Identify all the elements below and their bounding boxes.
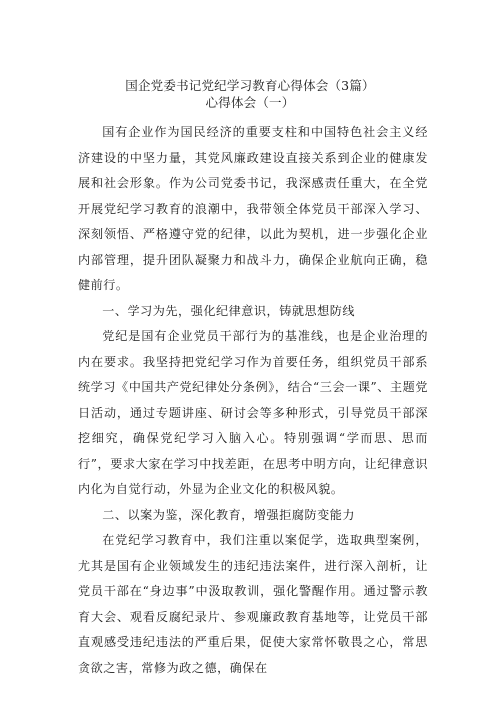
document-body	[78, 120, 428, 681]
intro-paragraph: 国有企业作为国民经济的重要支柱和中国特色社会主义经济建设的中坚力量，其党风廉政建设直接关系到企业的健康发展和社会形象。作为公司党委书记，我深感责任重大，在全党开展党纪学习教育的浪潮中，我带领全体党员干部深入学习、深刻领悟、严格遵守党的纪律，以此为契机，进一步强化企业内部管理，提升团队凝聚力和战斗力，确保企业航向正确，稳健前行。	[78, 125, 428, 292]
section-one-paragraph: 党纪是国有企业党员干部行为的基准线，也是企业治理的内在要求。我坚持把党纪学习作为首要任务，组织党员干部系统学习《中国共产党纪律处分条例》，结合“三会一课”、主题党日活动，通过专题讲座、研讨会等多种形式，引导党员干部深挖细究，确保党纪学习入脑入心。特别强调“学而思、思而行”，要求大家在学习中找差距，在思考中明方向，让纪律意识内化为自觉行动，外显为企业文化的积极风貌。	[78, 329, 428, 496]
document-title: 国企党委书记党纪学习教育心得体会（3篇）	[125, 78, 375, 93]
section-two-paragraph: 在党纪学习教育中，我们注重以案促学，选取典型案例，尤其是国有企业领域发生的违纪违法案件，进行深入剖析，让党员干部在“身边事”中汲取教训，强化警醒作用。通过警示教育大会、观看反腐纪录片、参观廉政教育基地等，让党员干部直观感受违纪违法的严重后果，促使大家常怀敬畏之心，常思贪欲之害，常修为政之德，确保在	[78, 533, 428, 675]
section-heading-two: 二、以案为鉴，深化教育，增强拒腐防变能力	[102, 507, 356, 522]
section-heading-one: 一、学习为先，强化纪律意识，铸就思想防线	[102, 303, 356, 318]
document-subtitle: 心得体会（一）	[205, 95, 295, 110]
